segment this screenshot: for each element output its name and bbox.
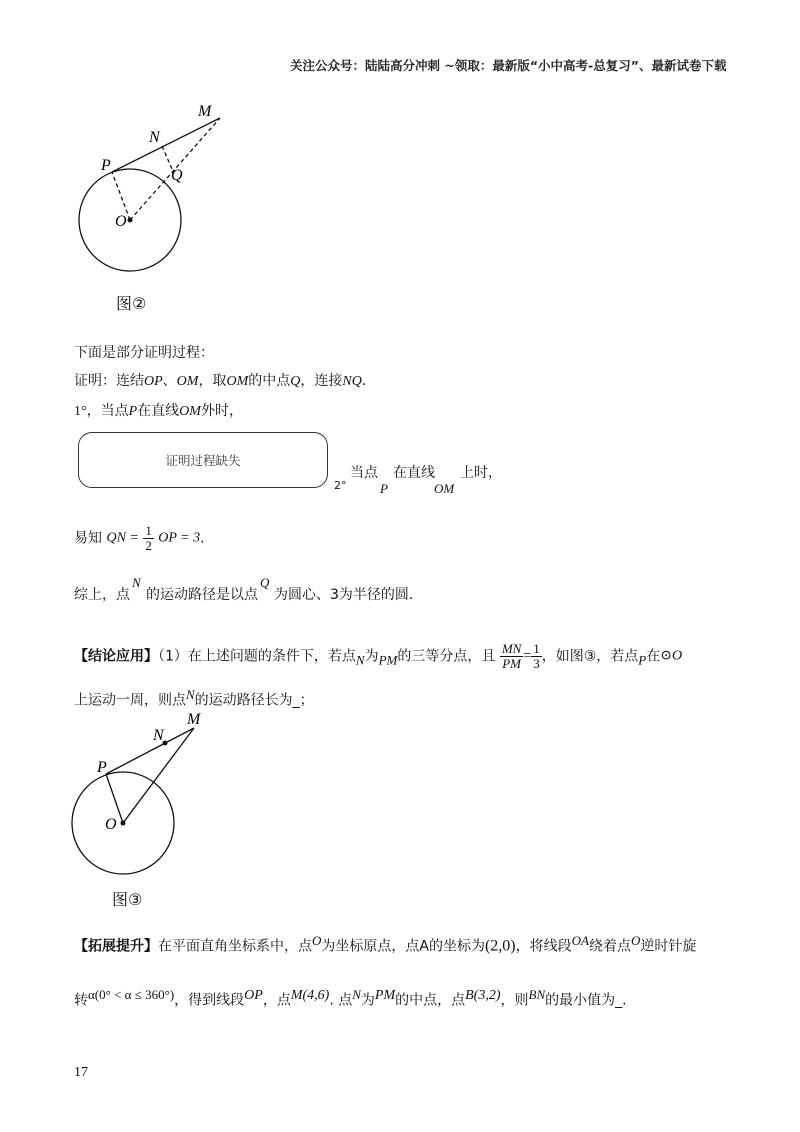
fig2-label-o: O xyxy=(115,213,127,230)
fig2-line-nq xyxy=(162,146,172,169)
fraction-one-half: $\frac{1}{2}$ xyxy=(145,523,152,554)
fraction-mn-pm: $\frac{MN}{PM}$ xyxy=(501,641,522,672)
proof-case-2-a: 当点 xyxy=(350,465,378,481)
fig3-line-pm xyxy=(106,728,194,774)
figure-3 xyxy=(66,708,226,878)
fig2-label-p: P xyxy=(101,157,111,174)
proof-case-1: 1°，当点P在直线OM外时， xyxy=(74,403,243,419)
proof-intro: 下面是部分证明过程： xyxy=(74,345,214,361)
page-number: 17 xyxy=(74,1065,88,1080)
proof-case-2-c: 上时， xyxy=(460,465,502,481)
fig2-line-pm xyxy=(112,118,220,172)
proof-easy: 易知 QN = $\frac{1}{2}$ OP = 3. xyxy=(74,523,205,554)
application-line-2: 上运动一周，则点N的运动路径长为_； xyxy=(74,687,314,709)
proof-case-2-num: 2° xyxy=(334,479,347,492)
fig2-label-m: M xyxy=(198,103,212,120)
fig3-caption: 图③ xyxy=(112,890,143,909)
proof-summary-q: Q xyxy=(260,575,270,590)
extension-line-1: 【拓展提升】在平面直角坐标系中，点O为坐标原点，点A的坐标为(2,0)，将线段OA绕着点O逆时针旋 xyxy=(74,933,697,955)
fig3-label-m: M xyxy=(187,711,201,728)
proof-summary-b: 的运动路径是以点 xyxy=(146,587,258,603)
fig3-label-n: N xyxy=(153,727,164,744)
figure-2 xyxy=(70,100,240,280)
proof-case-2-p: P xyxy=(380,481,388,496)
proof-case-2-om: OM xyxy=(434,481,455,496)
fig2-caption: 图② xyxy=(116,294,147,313)
fraction-one-third: $\frac{1}{3}$ xyxy=(533,641,540,672)
missing-proof-box: 证明过程缺失 xyxy=(78,432,328,488)
proof-line-1: 证明：连结OP、OM，取OM的中点Q，连接NQ. xyxy=(74,373,367,389)
fig3-center-dot xyxy=(121,821,126,826)
proof-summary-n: N xyxy=(132,575,141,590)
proof-summary-c: 为圆心、3为半径的圆. xyxy=(274,587,414,603)
proof-summary-a: 综上，点 xyxy=(74,587,130,603)
fig2-label-q: Q xyxy=(171,167,183,184)
fig3-label-o: O xyxy=(105,816,117,833)
fig2-center-dot xyxy=(128,218,133,223)
extension-line-2: 转α(0° < α ≤ 360°)，得到线段OP，点M(4,6). 点N为PM的中点，点B(3,2)，则BN的最小值为_. xyxy=(74,987,627,1009)
page-header: 关注公众号：陆陆高分冲刺 ~领取：最新版“小中高考-总复习”、最新试卷下载 xyxy=(290,58,727,73)
fig2-label-n: N xyxy=(149,129,160,146)
application-line-1: 【结论应用】（1）在上述问题的条件下，若点N为PM的三等分点，且 $\frac{MN}{PM}$ = $\frac{1}{3}$ ，如图③，若点P在⊙O xyxy=(74,641,683,672)
fig3-label-p: P xyxy=(97,759,107,776)
proof-case-2-b: 在直线 xyxy=(393,465,435,481)
